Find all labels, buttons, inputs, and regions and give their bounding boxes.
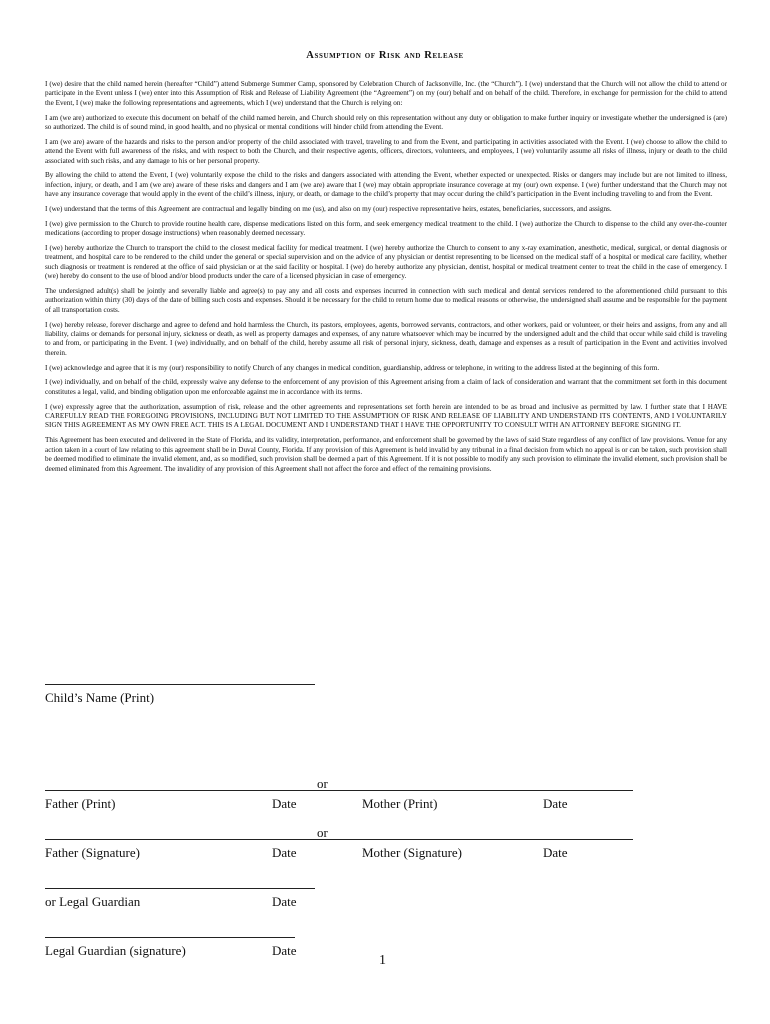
mother-print-date-label: Date [543, 796, 568, 811]
paragraph-release: I (we) hereby release, forever discharge and agree to defend and hold harmless the Church, its pastors, employees, agents, borrowed servants, contractors, and other workers, paid or volunteer, or their heirs and assigns, from any and all liability, claims or demands for personal injury, sickness or death, as well as property damages and expenses, of any nature whatsoever which may be incurred by the undersigned adult and the child that occur while said child is traveling to and from, or participating in the Event. I (we) individually, and on behalf of the child, hereby assume all risk of personal injury, sickness, death, damage and expenses as a result of participation in the Event and activities involved therein. [45, 320, 727, 357]
child-name-line[interactable] [45, 684, 315, 685]
paragraph-liability-costs: The undersigned adult(s) shall be jointly and severally liable and agree(s) to pay any and all costs and expenses incurred in connection with such medical and dental services rendered to the aforementioned child pursuant to this authorization within thirty (30) days of the date of billing such costs and expenses. Should it be necessary for the child to return home due to medical reasons or otherwise, the undersigned shall assume and be responsible for the payment of all transportation costs. [45, 287, 727, 314]
paragraph-health-care: I (we) give permission to the Church to provide routine health care, dispense medications listed on this form, and seek emergency medical treatment to the child. I (we) authorize the Church to dispense to the child any over-the-counter medications (according to proper dosage instructions) when reasonably deemed necessary. [45, 219, 727, 238]
legal-guardian-date-label: Date [272, 894, 297, 909]
father-print-label: Father (Print) [45, 796, 116, 811]
legal-guardian-signature-line[interactable] [45, 937, 295, 938]
legal-guardian-signature-date-label: Date [272, 943, 297, 958]
signatures-line[interactable] [45, 839, 633, 840]
legal-guardian-label: or Legal Guardian [45, 894, 141, 909]
legal-guardian-signature-label: Legal Guardian (signature) [45, 943, 186, 958]
mother-signature-label: Mother (Signature) [362, 845, 463, 860]
or-label-signature: or [317, 825, 328, 840]
child-name-label: Child’s Name (Print) [45, 690, 155, 705]
paragraph-waiver: I (we) individually, and on behalf of the child, expressly waive any defense to the enforcement of any provision of this Agreement arising from a claim of lack of consideration and warrant that the commitment set forth in this document constitutes a legal, valid, and binding obligation upon me enforceable against me in accordance with its terms. [45, 378, 727, 396]
paragraph-binding-terms: I (we) understand that the terms of this Agreement are contractual and legally binding on me (us), and also on my (our) respective representative heirs, estates, beneficiaries, successors, and assigns. [45, 205, 612, 214]
mother-print-label: Mother (Print) [362, 796, 438, 811]
agreement-body [45, 80, 727, 479]
paragraph-authorization: I am (we are) authorized to execute this document on behalf of the child named herein, and Church should rely on this representation without any duty or obligation to make further inquiry or investigate whether the undersigned is (are) so authorized. The child is of sound mind, in good health, and no physical or mental conditions will hinder child from attending the Event. [45, 113, 727, 132]
paragraph-intro: I (we) desire that the child named herein (hereafter “Child”) attend Submerge Summer Camp, sponsored by Celebration Church of Jacksonville, Inc. (the “Church”). I (we) understand that the Church will not allow the child to attend or participate in the Event unless I (we) enter into this Assumption of Risk and Release of Liability Agreement (the “Agreement”) on my (our) behalf and on behalf of the child. Therefore, in exchange for permission for the child to attend the Event, I (we) make the following representations and agreements, which I (we) understand that the Church is relying on: [45, 80, 727, 107]
paragraph-risk-awareness: I am (we are) aware of the hazards and risks to the person and/or property of the child associated with travel, traveling to and from the Event, and participating in activities associated with the Event. I (we) choose to allow the child to attend the Event with full awareness of the risks, and with respect to both the Church, and their respective agents, officers, directors, volunteers, and employees, I (we) voluntarily assume all risks of illness, injury or death to the child associated with such risks, and any damage to his or her personal property. [45, 137, 727, 165]
page-number: 1 [379, 953, 386, 968]
or-label-print: or [317, 776, 328, 791]
paragraph-acknowledgement: I (we) expressly agree that the authorization, assumption of risk, release and the other agreements and representations set forth herein are intended to be as broad and inclusive as permitted by law. I further state that I HAVE CAREFULLY READ THE FOREGOING PROVISIONS, INCLUDING BUT NOT LIMITED TO THE ASSUMPTION OF RISK AND RELEASE OF LIABILITY AND UNDERSTAND ITS CONTENTS, AND I VOLUNTARILY SIGN THIS AGREEMENT AS MY OWN FREE ACT. THIS IS A LEGAL DOCUMENT AND I UNDERSTAND THAT I HAVE THE OPPORTUNITY TO CONSULT WITH AN ATTORNEY BEFORE SIGNING IT. [45, 402, 727, 430]
mother-signature-date-label: Date [543, 845, 568, 860]
father-signature-label: Father (Signature) [45, 845, 140, 860]
legal-guardian-line[interactable] [45, 888, 315, 889]
print-names-line[interactable] [45, 790, 633, 791]
paragraph-medical-transport: I (we) hereby authorize the Church to transport the child to the closest medical facility for medical treatment. I (we) hereby authorize the Church to consent to any x-ray examination, anesthetic, medical, surgical, or dental diagnosis or treatment, and hospital care to be rendered to the child under the general or special supervision and on the advice of any physician or dentist representing to be licensed on the medical staff of a hospital or medical care facility, whether such diagnosis or treatment is rendered at the office of said physician or at the said facility or hospital. I (we) do hereby authorize any physician, dentist, hospital or medical treatment center to treat the child in the case of emergency. I (we) hereby do consent to the use of blood and/or blood products under the care of a licensed physician in case of emergency. [45, 244, 727, 281]
paragraph-notification: I (we) acknowledge and agree that it is my (our) responsibility to notify Church of any changes in medical condition, guardianship, address or telephone, in writing to the address listed at the beginning of this form. [45, 363, 660, 372]
father-signature-date-label: Date [272, 845, 297, 860]
paragraph-governing-law: This Agreement has been executed and delivered in the State of Florida, and its validity, interpretation, performance, and enforcement shall be governed by the laws of said State regardless of any conflict of law provisions. Venue for any action taken in a court of law relating to this agreement shall be in Duval County, Florida. If any provision of this Agreement is held invalid by any tribunal in a final decision from which no appeal is or can be taken, such provision shall be deemed modified to eliminate the invalid element, and, as so modified, such provision shall be deemed a part of this Agreement. If it is not possible to modify any such provision to eliminate the invalid element, such provision shall be deemed eliminated from this Agreement. The invalidity of any provision of this Agreement shall not affect the force and effect of the remaining provisions. [45, 436, 727, 473]
document-title: Assumption of Risk and Release [306, 50, 464, 61]
father-print-date-label: Date [272, 796, 297, 811]
paragraph-risk-exposure: By allowing the child to attend the Event, I (we) voluntarily expose the child to the risks and dangers associated with attending the Event, whether expected or unexpected. Risks or dangers may include but are not limited to illness, infection, injury, or death, and I am (we are) aware of these risks and dangers and I am (we are) aware that I (we) may obtain appropriate insurance coverage at my (our) own expense. I (we) further understand that the Church may not have any insurance coverage that would apply in the event of the child’s illness, injury, or death, or damage to the child’s property that may occur during the child’s participation in the Event including traveling to and from the Event. [45, 171, 727, 199]
